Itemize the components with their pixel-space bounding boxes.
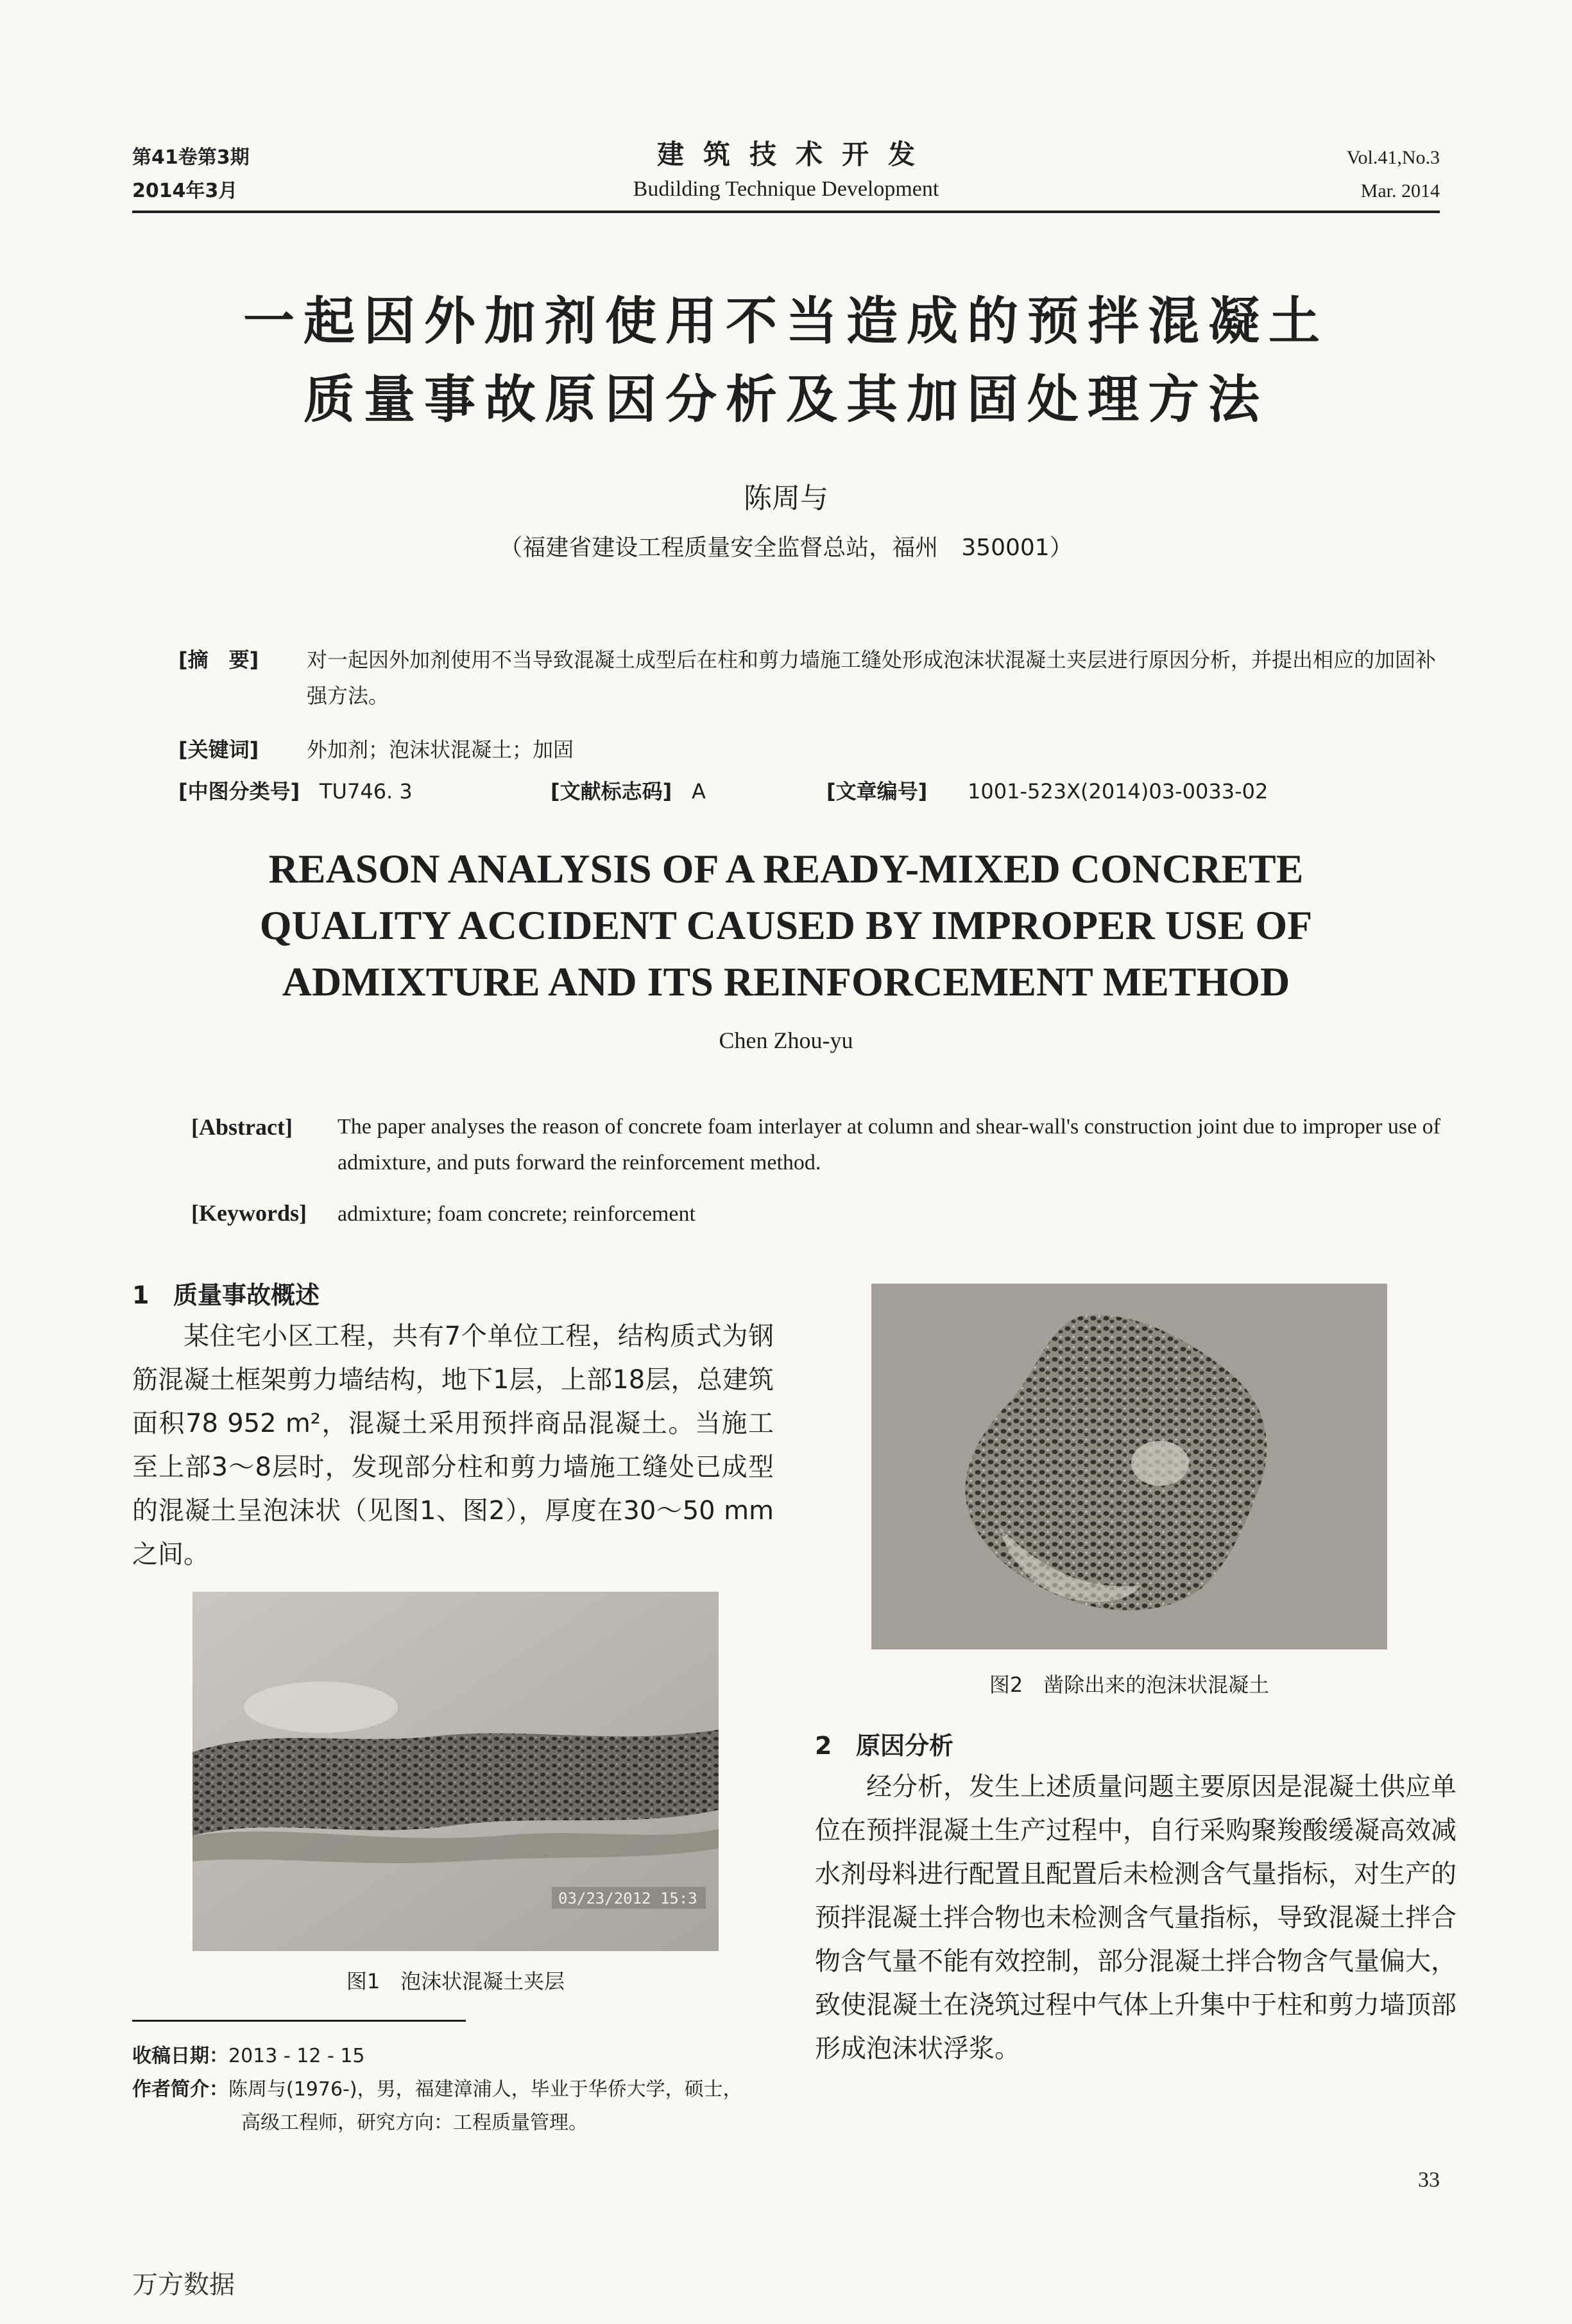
- author-cn: 陈周与: [744, 482, 828, 515]
- figure-1-image: [192, 1592, 719, 1951]
- title-en-line3: ADMIXTURE AND ITS REINFORCEMENT METHOD: [282, 959, 1290, 1004]
- article-title-en: [77, 841, 1495, 1010]
- abstract-cn-label: [摘 要]: [178, 648, 259, 672]
- section-2-heading: [815, 1726, 1457, 1765]
- keywords-cn-label: [关键词]: [178, 737, 259, 762]
- header-journal: [0, 133, 1572, 202]
- article-number-value: 1001-523X(2014)03-0033-02: [968, 779, 1269, 804]
- clc-label: [中图分类号]: [178, 779, 300, 804]
- article-number-label: [文章编号]: [826, 779, 928, 804]
- abstract-cn: [178, 642, 1444, 714]
- classification-row: [178, 773, 1444, 809]
- abstract-cn-text: 对一起因外加剂使用不当导致混凝土成型后在柱和剪力墙施工缝处形成泡沫状混凝土夹层进行原因分析，并提出相应的加固补强方法。: [307, 648, 1437, 708]
- doc-code-label: [文献标志码]: [551, 779, 672, 804]
- title-en-line1: REASON ANALYSIS OF A READY-MIXED CONCRETE: [268, 846, 1304, 891]
- keywords-en-label: [Keywords]: [191, 1200, 307, 1226]
- title-cn-line2: 质量事故原因分析及其加固处理方法: [303, 370, 1269, 429]
- page-number: 33: [1418, 2168, 1440, 2192]
- figure-2-image: [871, 1284, 1387, 1649]
- affiliation-cn: （福建省建设工程质量安全监督总站，福州 350001）: [499, 535, 1073, 561]
- section-2-title: 原因分析: [856, 1732, 954, 1760]
- author-en: Chen Zhou-yu: [719, 1028, 853, 1053]
- abstract-en-label: [Abstract]: [191, 1114, 293, 1140]
- figure-1-date-stamp: 03/23/2012 15:3: [558, 1889, 697, 1907]
- volume-en: Vol.41,No.3: [1346, 147, 1440, 168]
- figure-2-photo: [871, 1284, 1387, 1649]
- section-1-number: 1: [132, 1281, 150, 1309]
- abstract-en: [191, 1109, 1444, 1181]
- title-cn-line1: 一起因外加剂使用不当造成的预拌混凝土: [243, 291, 1329, 351]
- date-en: Mar. 2014: [1360, 180, 1440, 202]
- section-1-heading: [132, 1276, 774, 1314]
- header-volume-en: [1347, 141, 1440, 208]
- bio-line1: 陈周与(1976-)，男，福建漳浦人，毕业于华侨大学，硕士，: [228, 2078, 742, 2101]
- journal-name-en: Budilding Technique Development: [633, 177, 939, 201]
- footnote-author-bio: [132, 2073, 774, 2140]
- figure-1-caption: 图1 泡沫状混凝土夹层: [346, 1969, 565, 1993]
- received-label: 收稿日期：: [132, 2045, 228, 2067]
- section-2: [815, 1726, 1457, 2070]
- section-1: [132, 1276, 774, 1576]
- received-date: 2013 - 12 - 15: [228, 2045, 365, 2067]
- article-title-cn: [77, 282, 1495, 439]
- clc-value: TU746. 3: [320, 779, 413, 804]
- bio-line2: 高级工程师，研究方向：工程质量管理。: [241, 2112, 588, 2134]
- footnote-received: [132, 2040, 365, 2073]
- figure-1-photo: [192, 1592, 719, 1951]
- date-cn: 2014年3月: [132, 180, 238, 202]
- footnote-rule: [132, 2020, 466, 2022]
- section-2-paragraph: 经分析，发生上述质量问题主要原因是混凝土供应单位在预拌混凝土生产过程中，自行采购聚羧酸缓凝高效减水剂母料进行配置且配置后未检测含气量指标，对生产的预拌混凝土拌合物也未检测含气量指标，导致混凝土拌合物含气量不能有效控制，部分混凝土拌合物含气量偏大，致使混凝土在浇筑过程中气体上升集中于柱和剪力墙顶部形成泡沫状浮浆。: [815, 1772, 1457, 2063]
- keywords-en-text: admixture; foam concrete; reinforcement: [337, 1202, 696, 1226]
- abstract-en-text: The paper analyses the reason of concrete foam interlayer at column and shear-wall's construction joint due to improper use of admixture, and puts forward the reinforcement method.: [337, 1115, 1440, 1175]
- keywords-cn-text: 外加剂；泡沫状混凝土；加固: [307, 737, 574, 762]
- database-watermark: 万方数据: [132, 2270, 235, 2300]
- section-1-title: 质量事故概述: [173, 1281, 320, 1309]
- keywords-en: [191, 1195, 1444, 1232]
- journal-name-cn: 建筑技术开发: [656, 139, 934, 170]
- doc-code-value: A: [692, 779, 706, 804]
- header-rule: [132, 211, 1440, 213]
- volume-cn: 第41卷第3期: [132, 146, 250, 169]
- bio-label: 作者简介：: [132, 2078, 228, 2101]
- title-en-line2: QUALITY ACCIDENT CAUSED BY IMPROPER USE OF: [259, 902, 1313, 948]
- keywords-cn: [178, 732, 1444, 768]
- figure-2-caption: 图2 凿除出来的泡沫状混凝土: [989, 1673, 1270, 1697]
- section-2-number: 2: [815, 1732, 832, 1760]
- section-1-paragraph: 某住宅小区工程，共有7个单位工程，结构质式为钢筋混凝土框架剪力墙结构，地下1层，上部18层，总建筑面积78 952 m²，混凝土采用预拌商品混凝土。当施工至上部3～8层时，发现部分柱和剪力墙施工缝处已成型的混凝土呈泡沫状（见图1、图2），厚度在30～50 mm之间。: [132, 1321, 774, 1569]
